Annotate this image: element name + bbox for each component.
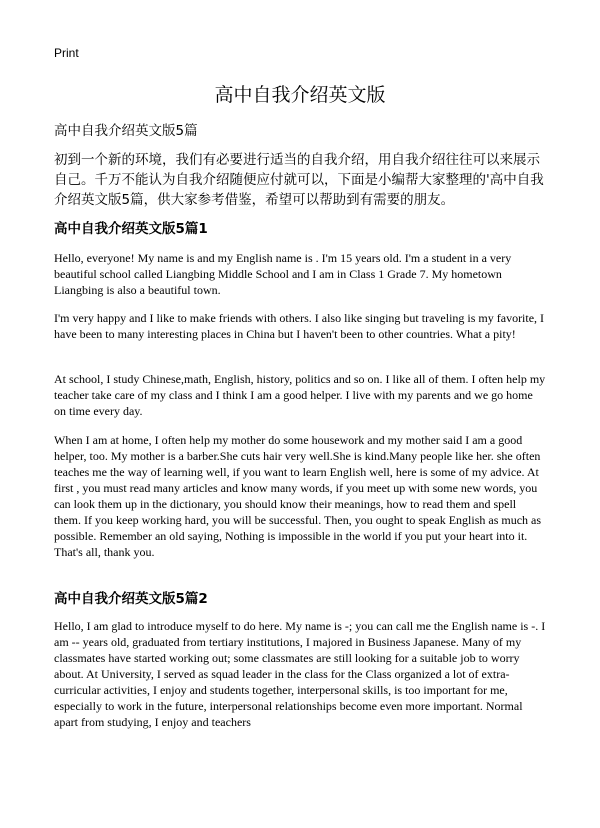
print-label[interactable]: Print	[54, 46, 79, 60]
paragraph: I'm very happy and I like to make friends with others. I also like singing but traveling is my favorite, I have been to many interesting places in China but I haven't been to other countries. What a pity!	[54, 311, 545, 341]
page-title: 高中自我介绍英文版	[214, 84, 386, 106]
paragraph: Hello, I am glad to introduce myself to do here. My name is -; you can call me the English name is -. I am -- years old, graduated from tertiary institutions, I majored in Business Japanese. Many of my classmates have started working out; some classmates are still looking for a suitable job to worry about. At University, I served as squad leader in the class for the Class organized a lot of extra-curricular activities, I enjoy and students together, interpersonal skills, is too important for me, especially to work in the future, interpersonal relationships become even more important. Normal apart from studying, I enjoy and teachers	[54, 619, 546, 729]
paragraph: Hello, everyone! My name is and my English name is . I'm 15 years old. I'm a student in a very beautiful school called Liangbing Middle School and I am in Class 1 Grade 7. My hometown Liangbing is also a beautiful town.	[54, 251, 512, 297]
intro-paragraph: 初到一个新的环境，我们有必要进行适当的自我介绍，用自我介绍往往可以来展示自己。千万不能认为自我介绍随便应付就可以，下面是小编帮大家整理的'高中自我介绍英文版5篇，供大家参考借鉴，希望可以帮助到有需要的朋友。	[54, 152, 544, 208]
subtitle: 高中自我介绍英文版5篇	[54, 123, 198, 139]
paragraph: At school, I study Chinese,math, English, history, politics and so on. I like all of them. I often help my teacher take care of my class and I think I am a good helper. I live with my parents and we go home on time every day.	[54, 372, 546, 418]
section-heading-1: 高中自我介绍英文版5篇1	[54, 221, 208, 237]
section-heading-2: 高中自我介绍英文版5篇2	[54, 591, 208, 607]
paragraph: When I am at home, I often help my mother do some housework and my mother said I am a good helper, too. My mother is a barber.She cuts hair very well.She is kind.Many people like her. she often teaches me the way of learning well, if you want to learn English well, here is some of my advice. At first , you must read many articles and know many words, if you meet up with some new words, you can look them up in the dictionary, you should know their meanings, how to read them and spell them. If you keep working hard, you will be successful. Then, you ought to speak English as much as possible. Remember an old saying, Nothing is impossible in the world if you put your heart into it. That's all, thank you.	[54, 433, 542, 559]
